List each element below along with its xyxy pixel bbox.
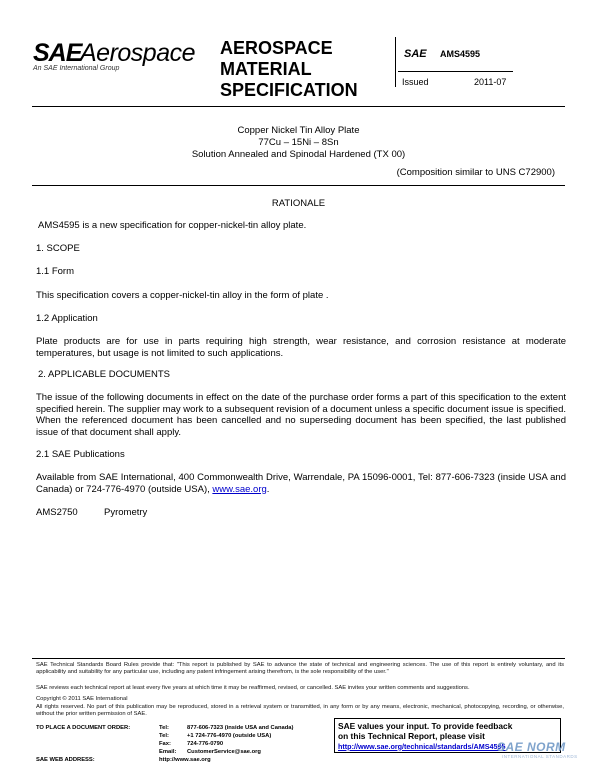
feedback-link[interactable]: http://www.sae.org/technical/standards/AMS4595 [338,741,506,751]
document-type-title [220,38,390,101]
footer-copyright: Copyright © 2011 SAE International [36,696,128,702]
order-label: TO PLACE A DOCUMENT ORDER: [36,725,131,731]
tel1-label: Tel: [159,725,169,731]
issued-label: Issued [402,77,429,87]
issued-date: 2011-07 [474,77,507,87]
footer-review-note: SAE reviews each technical report at least every five years at which time it may be reaffirmed, revised, or cancelled. SAE invites your written comments and suggestions. [36,685,470,691]
fax-label: Fax: [159,741,171,747]
subject-line-2: 77Cu – 15Ni – 8Sn [258,137,339,148]
section-2-1-period: . [266,483,270,495]
section-1-heading: 1. SCOPE [36,243,80,254]
section-2-text: The issue of the following documents in effect on the date of the purchase order forms a part of this specification to the extent specified herein. The supplier may work to a subsequent revision of a document unless a specific document issue is specified. When the referenced document has been cancelled and no superseding document has been specified, the last published issue of that document shall apply. [36,392,566,438]
watermark-logo: SAE NORM [497,740,566,754]
section-2-heading: 2. APPLICABLE DOCUMENTS [38,369,170,380]
feedback-line-1: SAE values your input. To provide feedback [338,721,513,731]
subject-rule [32,185,565,186]
watermark-subtitle: INTERNATIONAL STANDARDS [502,754,578,759]
sae-logo: SAE [33,39,82,67]
web-value[interactable]: http://www.sae.org [159,757,211,763]
subject-line-1: Copper Nickel Tin Alloy Plate [237,125,360,136]
section-2-1-body: Available from SAE International, 400 Commonwealth Drive, Warrendale, PA 15096-0001, Tel: 877-606-7323 (inside USA and Canada) or 724-776-4970 (outside USA), [36,472,566,495]
email-label: Email: [159,749,177,755]
header-divider [395,37,396,87]
footer-rule [32,658,565,659]
section-1-1-heading: 1.1 Form [36,266,75,277]
title-line-2: MATERIAL [220,59,312,79]
section-1-2-text: Plate products are for use in parts requiring high strength, wear resistance, and corrosion resistance at moderate temperatures, but usage is not limited to such applications. [36,336,566,359]
logo-tagline: An SAE International Group [33,65,120,72]
header-rule [32,106,565,107]
footer-rules-note: SAE Technical Standards Board Rules provide that: "This report is published by SAE to advance the state of technical and engineering sciences. The use of this report is entirely voluntary, and its applicability and suitability for any particular use, including any patent infringement arising therefrom, is the sole responsibility of the user." [36,662,564,676]
reference-title: Pyrometry [104,507,148,518]
tel2-value: +1 724-776-4970 (outside USA) [187,733,272,739]
section-2-1-text [36,472,566,495]
rationale-heading: RATIONALE [271,198,326,209]
section-1-1-text: This specification covers a copper-nickel-tin alloy in the form of plate . [36,290,329,301]
sae-website-link[interactable]: www.sae.org [212,483,267,495]
tel2-label: Tel: [159,733,169,739]
title-line-3: SPECIFICATION [220,80,358,100]
subject-line-3: Solution Annealed and Spinodal Hardened (TX 00) [191,149,406,160]
web-label: SAE WEB ADDRESS: [36,757,95,763]
section-1-2-heading: 1.2 Application [36,313,98,324]
tel1-value: 877-606-7323 (inside USA and Canada) [187,725,294,731]
aerospace-logo-text: Aerospace [80,39,196,67]
footer-rights-note: All rights reserved. No part of this publication may be reproduced, stored in a retrieval system or transmitted, in any form or by any means, electronic, mechanical, photocopying, recording, or otherwise, without the prior written permission of SAE. [36,704,564,718]
reference-code: AMS2750 [36,507,78,518]
title-line-1: AEROSPACE [220,38,333,58]
fax-value: 724-776-0790 [187,741,224,747]
rationale-text: AMS4595 is a new specification for copper-nickel-tin alloy plate. [38,220,307,231]
feedback-line-2: on this Technical Report, please visit [338,731,485,742]
spec-number: AMS4595 [440,49,481,59]
section-2-1-heading: 2.1 SAE Publications [36,449,125,460]
email-value[interactable]: CustomerService@sae.org [187,749,261,755]
composition-note: (Composition similar to UNS C72900) [396,167,555,178]
box-sae-logo: SAE [404,48,427,60]
